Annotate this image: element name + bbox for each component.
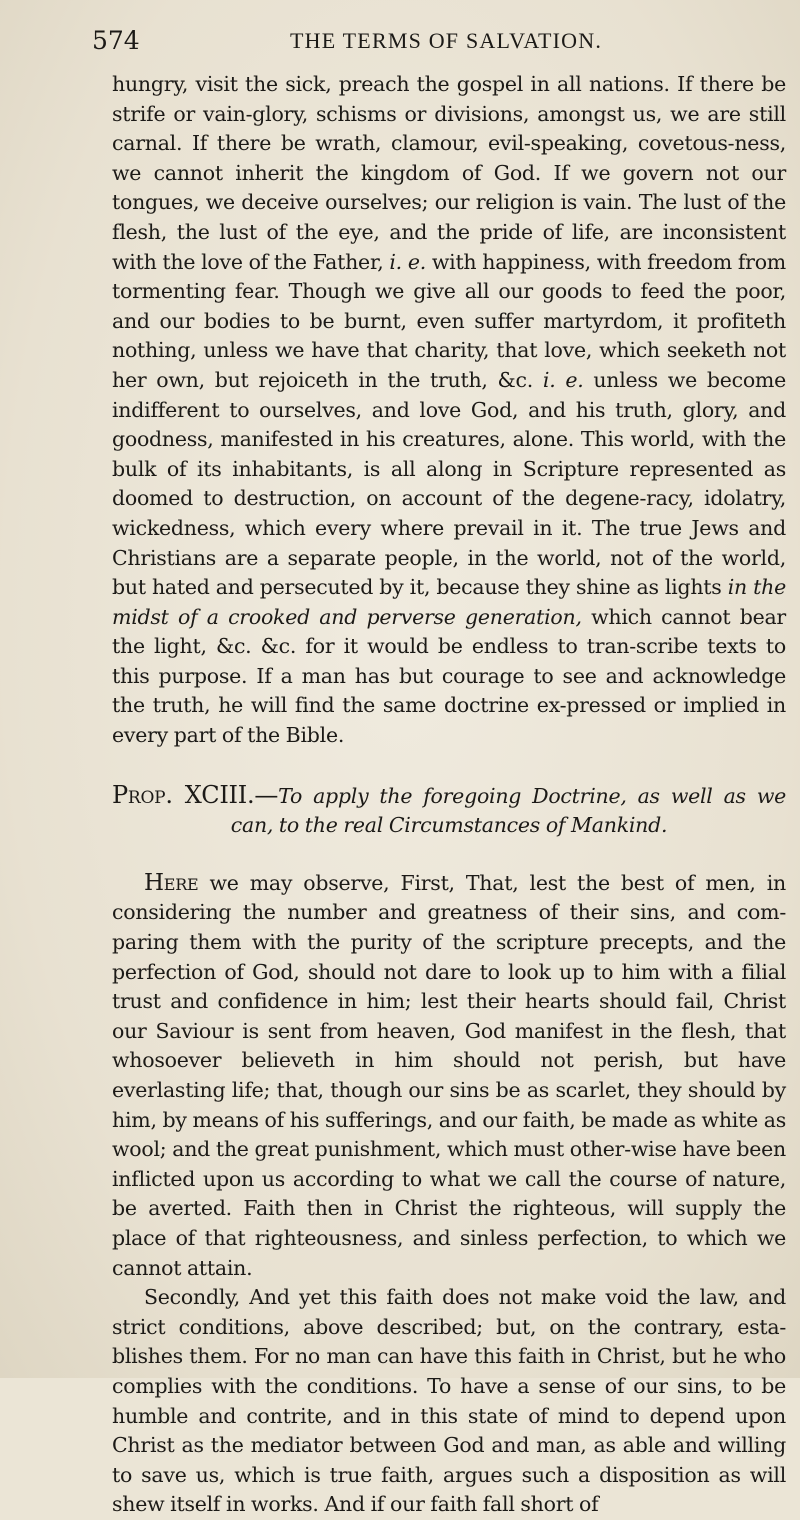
page-number: 574 bbox=[92, 26, 140, 55]
proposition-title-line2: can, to the real Circumstances of Mankind. bbox=[230, 813, 668, 838]
proposition-heading bbox=[112, 781, 786, 812]
ie-abbrev-2: i. e. bbox=[542, 367, 584, 392]
paragraph1-part4: which cannot bear the light, &c. &c. for it would be endless to tran-scribe texts to this purpose. If a man has but courage to see and acknowledge the truth, he will find the same doctrine ex-pressed or implied in every part of the Bible. bbox=[112, 604, 786, 748]
proposition-number: XCIII.— bbox=[172, 780, 279, 809]
running-head: THE TERMS OF SALVATION. bbox=[290, 28, 603, 53]
body-text bbox=[112, 70, 786, 1520]
paragraph1-part3: unless we become indifferent to ourselves, and love God, and his truth, glory, and goodness, manifested in his creatures, alone. This world, with the bulk of its inhabitants, is all along in Scripture represented as doomed to destruction, on account of the degene-racy, idolatry, wickedness, which every where prevail in it. The true Jews and Christians are a separate people, in the world, not of the world, but hated and persecuted by it, because they shine as lights bbox=[112, 367, 786, 600]
page-header bbox=[92, 26, 782, 58]
paragraph1-part1: hungry, visit the sick, preach the gospel in all nations. If there be strife or vain-glory, schisms or divisions, amongst us, we are still carnal. If there be wrath, clamour, evil-speaking, covetous-ness, we cannot inherit the kingdom of God. If we govern not our tongues, we deceive ourselves; our religion is vain. The lust of the flesh, the lust of the eye, and the pride of life, are inconsistent with the love of the Father, bbox=[112, 72, 786, 274]
paragraph-first-word: Here bbox=[144, 869, 199, 896]
proposition-label: Prop. bbox=[112, 780, 173, 809]
ie-abbrev-1: i. e. bbox=[389, 249, 426, 274]
paragraph-here-text: we may observe, First, That, lest the best of men, in considering the number and greatness of their sins, and com-paring them with the purity of the scripture precepts, and the perfection of God, should not dare to look up to him with a filial trust and confidence in him; lest their hearts should fail, Christ our Saviour is sent from heaven, God manifest in the flesh, that whosoever believeth in him should not perish, but have everlasting life; that, though our sins be as scarlet, they should by him, by means of his sufferings, and our faith, be made as white as wool; and the great punishment, which must other-wise have been inflicted upon us according to what we call the course of nature, be averted. Faith then in Christ the righteous, will supply the place of that righteousness, and sinless perfection, to which we cannot attain. bbox=[112, 870, 786, 1280]
paragraph-secondly: Secondly, And yet this faith does not make void the law, and strict conditions, above described; but, on the contrary, esta-blishes them. For no man can have this faith in Christ, but he who complies with the conditions. To have a sense of our sins, to be humble and contrite, and in this state of mind to depend upon Christ as the mediator between God and man, as able and willing to save us, which is true faith, argues such a disposition as will shew itself in works. And if our faith fall short of bbox=[112, 1285, 786, 1517]
paragraph-continuation bbox=[112, 70, 786, 751]
proposition-title-line1: To apply the foregoing Doctrine, as well as we bbox=[278, 783, 786, 808]
paragraph-here bbox=[112, 869, 786, 1283]
italic-quotation: in the midst of a crooked and perverse generation, bbox=[112, 575, 786, 629]
paragraph1-part2: with happiness, with freedom from tormenting fear. Though we give all our goods to feed the poor, and our bodies to be burnt, even suffer martyrdom, it profiteth nothing, unless we have that charity, that love, which seeketh not her own, but rejoiceth in the truth, &c. bbox=[112, 249, 786, 392]
